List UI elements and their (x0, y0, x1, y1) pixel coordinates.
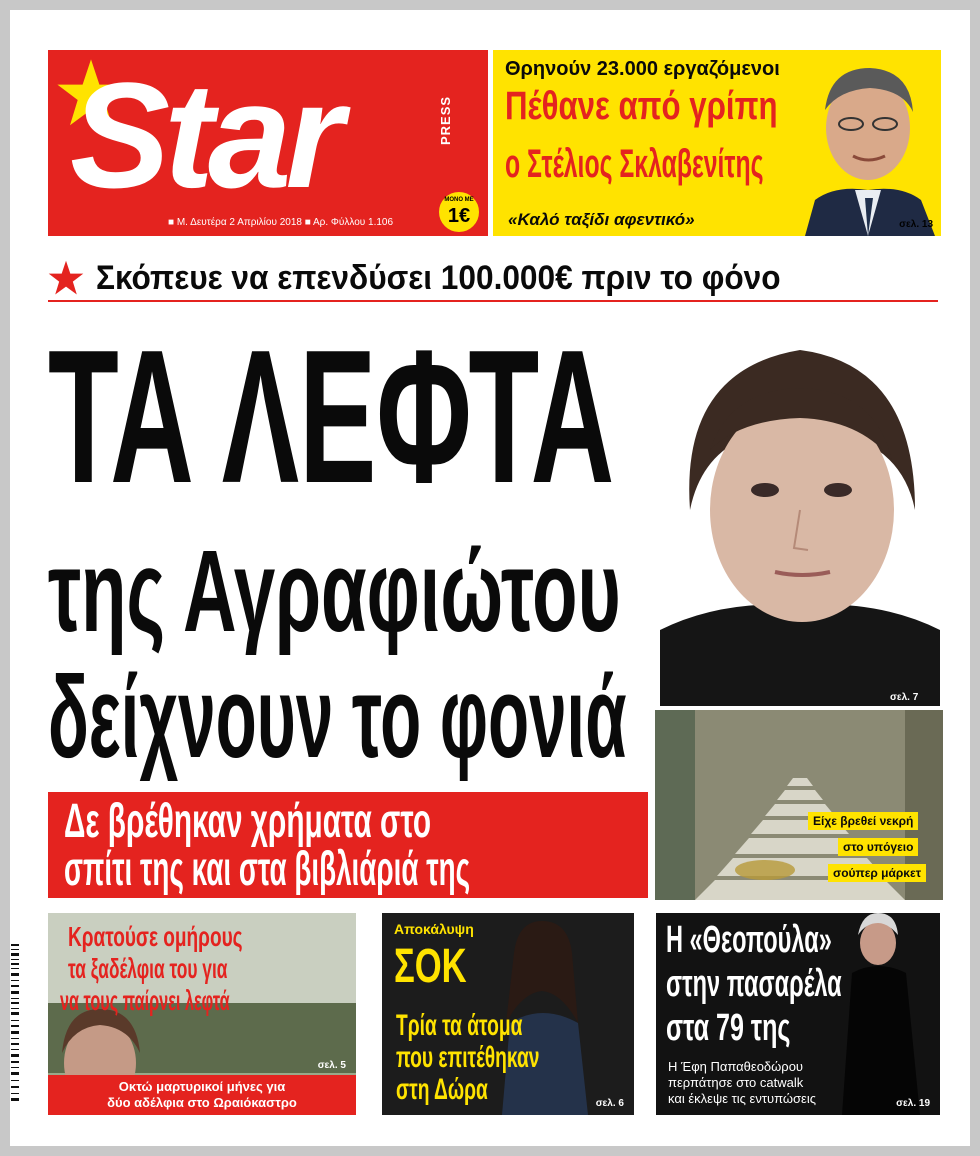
top-story-headline-1: Πέθανε από γρίπη (505, 84, 778, 128)
lead-subhead-bar (48, 792, 648, 898)
lead-headline-1[interactable]: ΤΑ ΛΕΦΤΑ (48, 311, 615, 523)
lead-kicker: Σκόπευε να επενδύσει 100.000€ πριν το φόνο (96, 259, 781, 297)
issue-line: ■ Μ. Δευτέρα 2 Απριλίου 2018 ■ Αρ. Φύλλου 1.106 (168, 217, 394, 228)
lead-headline-2[interactable]: της Αγραφιώτου (48, 526, 621, 656)
box1-footer-1: Οκτώ μαρτυρικοί μήνες για (118, 1079, 286, 1094)
top-story-page-ref: σελ. 13 (899, 219, 933, 230)
box2-page-ref: σελ. 6 (595, 1098, 624, 1109)
box2-kicker: Αποκάλυψη (394, 921, 474, 937)
lead-subhead-1: Δε βρέθηκαν χρήματα στο (64, 795, 432, 848)
box3-headline-1: Η «Θεοπούλα» (666, 919, 832, 961)
top-story-headline-2: ο Στέλιος Σκλαβενίτης (505, 142, 764, 186)
newspaper-front-page (10, 10, 970, 1146)
photo-caption-3: σούπερ μάρκετ (828, 864, 926, 882)
box3-headline-3: στα 79 της (666, 1007, 791, 1049)
man-portrait-photo (795, 50, 941, 236)
photo-caption-1: Είχε βρεθεί νεκρή (808, 812, 918, 830)
box1-headline-1: Κρατούσε ομήρους (68, 921, 243, 952)
photo-caption-2: στο υπόγειο (838, 838, 918, 856)
box1-headline-3: να τους παίρνει λεφτά (60, 985, 230, 1016)
photo-page-ref: σελ. 7 (890, 692, 919, 703)
top-story-box[interactable] (493, 50, 941, 236)
masthead (48, 50, 488, 236)
logo-press: PRESS (438, 95, 453, 145)
box1-footer-2: δύο αδέλφια στο Ωραιόκαστρο (107, 1095, 297, 1110)
box3-desc-1: Η Έφη Παπαθεοδώρου (668, 1059, 804, 1074)
lead-subhead-2: σπίτι της και στα βιβλιάριά της (64, 843, 471, 896)
top-story-quote: «Καλό ταξίδι αφεντικό» (508, 210, 695, 229)
victim-portrait-photo (660, 310, 940, 706)
price-value: 1€ (447, 205, 471, 227)
price-badge (437, 190, 481, 234)
top-story-kicker: Θρηνούν 23.000 εργαζόμενοι (505, 58, 780, 80)
story-box-theopoula[interactable] (656, 913, 940, 1115)
box1-footer (48, 1075, 356, 1115)
box3-desc-2: περπάτησε στο catwalk (668, 1075, 804, 1090)
box3-desc-3: και έκλεψε τις εντυπώσεις (668, 1091, 816, 1106)
lead-headline-3[interactable]: δείχνουν το φονιά (48, 652, 627, 782)
barcode-icon (10, 940, 20, 1110)
price-prefix: ΜΟΝΟ ΜΕ (444, 197, 474, 203)
box2-headline-2: που επιτέθηκαν (396, 1041, 540, 1074)
box2-big: ΣΟΚ (394, 940, 467, 993)
box1-page-ref: σελ. 5 (317, 1060, 346, 1071)
box3-page-ref: σελ. 19 (896, 1098, 930, 1109)
story-box-hostages[interactable] (48, 913, 356, 1115)
box1-headline-2: τα ξαδέλφια του για (68, 953, 228, 984)
lead-kicker-row (48, 258, 938, 302)
box2-headline-3: στη Δώρα (396, 1073, 488, 1106)
story-box-dora[interactable] (382, 913, 634, 1115)
logo: Star (70, 51, 338, 219)
red-star-icon (48, 260, 84, 296)
box3-headline-2: στην πασαρέλα (666, 963, 842, 1005)
box2-headline-1: Τρία τα άτομα (396, 1009, 523, 1042)
